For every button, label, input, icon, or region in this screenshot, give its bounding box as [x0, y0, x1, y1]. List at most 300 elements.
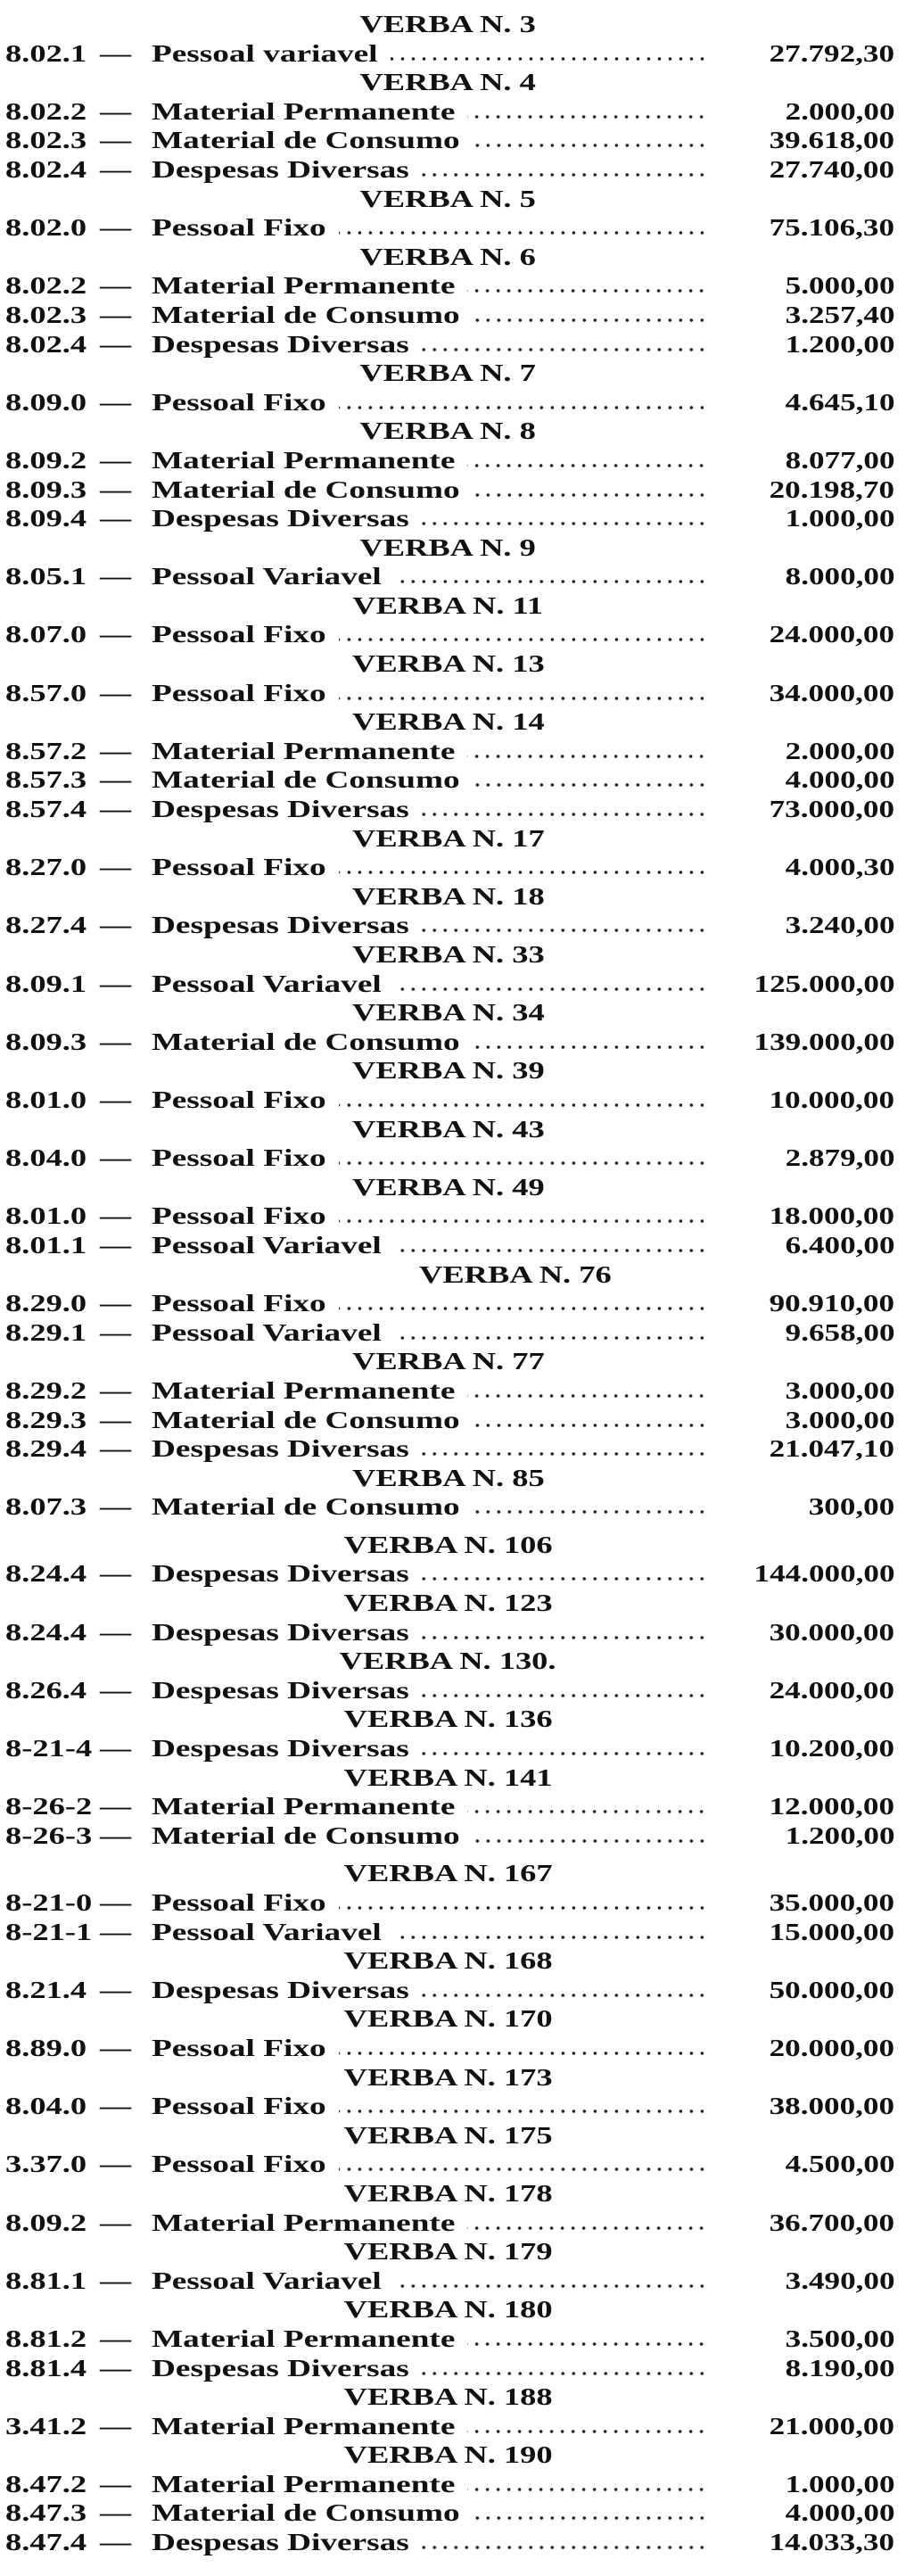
- dot-leader: [339, 1160, 707, 1166]
- item-code: 8.07.0: [5, 621, 87, 648]
- item-code: 8.02.0: [5, 214, 87, 242]
- item-code: 8.47.2: [5, 2470, 87, 2498]
- item-code: 8.57.2: [5, 737, 87, 764]
- verba-heading-text: VERBA N. 39: [351, 1057, 545, 1085]
- item-amount: 2.000,00: [785, 737, 894, 764]
- budget-line-item: [0, 475, 914, 504]
- item-dash: —: [100, 2266, 132, 2294]
- item-description: Material de Consumo: [152, 127, 460, 154]
- item-code: 8.09.2: [5, 2209, 87, 2236]
- verba-heading-row: [0, 2062, 914, 2092]
- verba-heading-text: VERBA N. 188: [343, 2383, 553, 2411]
- budget-line-item: [0, 2353, 914, 2382]
- verba-heading-text: VERBA N. 13: [351, 650, 545, 678]
- verba-heading-text: VERBA N. 6: [359, 243, 537, 270]
- verba-heading: [0, 69, 914, 95]
- verba-heading-text: VERBA N. 141: [343, 1763, 553, 1791]
- item-dash: —: [100, 1086, 132, 1113]
- budget-line-item: [0, 1433, 914, 1463]
- verba-heading: [0, 941, 914, 968]
- item-code: 8.09.2: [5, 446, 87, 474]
- item-code: 8.26.4: [5, 1676, 87, 1704]
- item-dash: —: [100, 854, 132, 881]
- budget-line-item: [0, 1917, 914, 1946]
- item-amount: 14.033,30: [769, 2529, 894, 2556]
- item-description: Despesas Diversas: [152, 1735, 409, 1763]
- item-description: Pessoal Fixo: [152, 1144, 326, 1172]
- item-code: 8.02.1: [5, 39, 87, 67]
- item-description: Material Permanente: [152, 2470, 456, 2498]
- item-dash: —: [100, 1231, 132, 1259]
- item-code: 8.02.3: [5, 127, 87, 154]
- budget-line-item: [0, 794, 914, 823]
- item-amount: 3.000,00: [785, 1406, 894, 1433]
- item-code: 8.02.2: [5, 97, 87, 125]
- dot-leader: [394, 2283, 707, 2289]
- item-amount: 4.000,00: [785, 766, 894, 794]
- verba-heading-row: [0, 242, 914, 271]
- dot-leader: [422, 1693, 707, 1698]
- item-description: Material de Consumo: [152, 2499, 460, 2527]
- verba-heading: [0, 1532, 914, 1558]
- verba-heading-row: [0, 2382, 914, 2411]
- item-code: 8.07.3: [5, 1493, 87, 1521]
- budget-line-item: [0, 1975, 914, 2004]
- budget-line-item: [0, 2149, 914, 2178]
- verba-heading: [0, 1764, 914, 1791]
- verba-heading: [0, 534, 914, 561]
- verba-heading-row: [0, 1055, 914, 1085]
- verba-heading-row: [0, 2178, 914, 2208]
- budget-line-item: [0, 503, 914, 533]
- verba-heading-text: VERBA N. 130.: [339, 1647, 557, 1675]
- item-description: Material Permanente: [152, 2209, 456, 2236]
- dot-leader: [467, 1809, 707, 1814]
- item-dash: —: [100, 796, 132, 823]
- item-description: Pessoal Fixo: [152, 1202, 326, 1230]
- item-description: Material Permanente: [152, 2412, 456, 2440]
- verba-heading-row: [0, 1646, 914, 1675]
- verba-heading-text: VERBA N. 43: [351, 1115, 545, 1143]
- budget-line-item: [0, 1317, 914, 1347]
- verba-heading-row: [0, 1704, 914, 1733]
- item-amount: 8.000,00: [785, 563, 894, 590]
- item-amount: 35.000,00: [769, 1889, 894, 1916]
- item-description: Material de Consumo: [152, 1493, 460, 1521]
- verba-heading-row: [0, 1346, 914, 1375]
- verba-heading-text: VERBA N. 123: [343, 1589, 553, 1617]
- item-code: 8.04.0: [5, 1144, 87, 1172]
- item-amount: 20.198,70: [769, 475, 894, 503]
- item-description: Material de Consumo: [152, 301, 460, 328]
- verba-heading-row: [0, 648, 914, 678]
- budget-line-item: [0, 678, 914, 707]
- item-dash: —: [100, 1976, 132, 2003]
- item-amount: 24.000,00: [769, 621, 894, 648]
- verba-heading: [0, 1261, 914, 1288]
- item-amount: 39.618,00: [769, 127, 894, 154]
- item-description: Pessoal Variavel: [152, 1918, 382, 1945]
- item-description: Despesas Diversas: [152, 1435, 409, 1463]
- item-description: Pessoal Fixo: [152, 621, 326, 648]
- item-dash: —: [100, 1793, 132, 1821]
- item-dash: —: [100, 2354, 132, 2382]
- dot-leader: [473, 1838, 707, 1844]
- verba-heading-text: VERBA N. 180: [343, 2296, 553, 2324]
- verba-heading: [0, 1860, 914, 1887]
- item-description: Despesas Diversas: [152, 912, 409, 939]
- verba-heading-text: VERBA N. 8: [359, 417, 537, 445]
- dot-leader: [394, 1935, 707, 1940]
- budget-line-item: [0, 1617, 914, 1647]
- verba-heading-text: VERBA N. 9: [359, 533, 537, 561]
- item-amount: 27.792,30: [769, 39, 894, 67]
- item-dash: —: [100, 1918, 132, 1945]
- item-description: Pessoal Variavel: [152, 563, 382, 590]
- verba-heading: [0, 417, 914, 444]
- item-code: 8.57.4: [5, 796, 87, 823]
- item-description: Material de Consumo: [152, 766, 460, 794]
- item-amount: 1.200,00: [785, 330, 894, 358]
- item-dash: —: [100, 2412, 132, 2440]
- item-dash: —: [100, 1290, 132, 1317]
- verba-heading-text: VERBA N. 3: [359, 11, 537, 37]
- item-amount: 1.200,00: [785, 1821, 894, 1849]
- verba-heading: [0, 2383, 914, 2410]
- verba-heading-text: VERBA N. 85: [351, 1464, 545, 1491]
- verba-heading-row: [0, 590, 914, 620]
- item-amount: 20.000,00: [769, 2034, 894, 2061]
- item-code: 8.47.4: [5, 2529, 87, 2556]
- item-dash: —: [100, 330, 132, 358]
- budget-line-item: [0, 1027, 914, 1056]
- budget-line-item: [0, 969, 914, 998]
- item-code: 8.01.0: [5, 1086, 87, 1113]
- item-dash: —: [100, 1406, 132, 1433]
- item-dash: —: [100, 1560, 132, 1588]
- budget-line-item: [0, 619, 914, 648]
- budget-line-item: [0, 1085, 914, 1114]
- verba-heading: [0, 1174, 914, 1201]
- item-description: Material Permanente: [152, 446, 456, 474]
- verba-heading: [0, 1057, 914, 1084]
- item-description: Pessoal Fixo: [152, 1889, 326, 1916]
- budget-line-item: [0, 1201, 914, 1230]
- verba-heading-row: [0, 2120, 914, 2150]
- budget-line-item: [0, 1791, 914, 1821]
- verba-heading: [0, 244, 914, 270]
- budget-line-item: [0, 561, 914, 590]
- dot-leader: [473, 1044, 707, 1050]
- budget-line-item: [0, 910, 914, 939]
- item-description: Despesas Diversas: [152, 2529, 409, 2556]
- item-dash: —: [100, 155, 132, 183]
- item-code: 3.37.0: [5, 2151, 87, 2178]
- verba-heading-row: [0, 939, 914, 969]
- item-amount: 9.658,00: [785, 1318, 894, 1346]
- item-amount: 5.000,00: [785, 272, 894, 300]
- item-description: Material Permanente: [152, 1376, 456, 1404]
- budget-line-item: [0, 387, 914, 417]
- verba-heading: [0, 1116, 914, 1143]
- verba-heading-text: VERBA N. 167: [343, 1860, 553, 1887]
- verba-heading: [0, 1465, 914, 1491]
- verba-heading: [0, 1947, 914, 1974]
- item-description: Pessoal Fixo: [152, 1290, 326, 1317]
- verba-heading: [0, 708, 914, 735]
- budget-line-item: [0, 2527, 914, 2556]
- budget-line-item: [0, 270, 914, 300]
- verba-heading-row: [0, 416, 914, 445]
- item-dash: —: [100, 1202, 132, 1230]
- budget-line-item: [0, 2469, 914, 2498]
- item-amount: 139.000,00: [753, 1028, 894, 1055]
- item-dash: —: [100, 446, 132, 474]
- verba-heading-text: VERBA N. 179: [343, 2238, 553, 2266]
- item-description: Pessoal Fixo: [152, 1086, 326, 1113]
- item-code: 8.09.4: [5, 505, 87, 533]
- item-code: 8.27.0: [5, 854, 87, 881]
- item-amount: 8.190,00: [785, 2354, 894, 2382]
- item-amount: 30.000,00: [769, 1618, 894, 1646]
- item-amount: 3.490,00: [785, 2266, 894, 2294]
- dot-leader: [339, 1306, 707, 1311]
- item-code: 8.89.0: [5, 2034, 87, 2061]
- budget-line-item: [0, 300, 914, 329]
- verba-heading: [0, 2296, 914, 2323]
- verba-heading-row: [0, 1172, 914, 1201]
- item-dash: —: [100, 1028, 132, 1055]
- dot-leader: [467, 2341, 707, 2347]
- verba-heading: [0, 11, 914, 37]
- item-description: Material de Consumo: [152, 1821, 460, 1849]
- item-description: Despesas Diversas: [152, 1560, 409, 1588]
- item-description: Pessoal Fixo: [152, 679, 326, 706]
- item-amount: 10.000,00: [769, 1086, 894, 1113]
- verba-heading-row: [0, 67, 914, 96]
- dot-leader: [473, 782, 707, 788]
- budget-line-item: [0, 736, 914, 765]
- budget-line-item: [0, 1288, 914, 1317]
- dot-leader: [473, 1509, 707, 1515]
- budget-line-item: [0, 2411, 914, 2440]
- item-amount: 1.000,00: [785, 505, 894, 533]
- verba-heading-row: [0, 184, 914, 213]
- budget-line-item: [0, 154, 914, 184]
- item-amount: 144.000,00: [753, 1560, 894, 1588]
- verba-heading: [0, 1589, 914, 1616]
- dot-leader: [467, 2225, 707, 2231]
- budget-line-item: [0, 1733, 914, 1763]
- item-dash: —: [100, 2529, 132, 2556]
- verba-heading-row: [0, 1763, 914, 1792]
- item-description: Pessoal Variavel: [152, 2266, 382, 2294]
- verba-heading-text: VERBA N. 136: [343, 1705, 553, 1733]
- budget-line-item: [0, 1405, 914, 1434]
- item-code: 8.09.3: [5, 1028, 87, 1055]
- budget-line-item: [0, 2091, 914, 2120]
- item-code: 8.57.3: [5, 766, 87, 794]
- item-dash: —: [100, 1376, 132, 1404]
- item-description: Despesas Diversas: [152, 1976, 409, 2003]
- dot-leader: [473, 492, 707, 498]
- verba-heading: [0, 186, 914, 212]
- item-dash: —: [100, 2470, 132, 2498]
- item-amount: 4.000,30: [785, 854, 894, 881]
- item-code: 8.02.4: [5, 155, 87, 183]
- item-amount: 3.240,00: [785, 912, 894, 939]
- verba-heading-row: [0, 1114, 914, 1144]
- item-description: Pessoal variavel: [152, 39, 378, 67]
- item-dash: —: [100, 1676, 132, 1704]
- dot-leader: [339, 405, 707, 410]
- item-amount: 34.000,00: [769, 679, 894, 706]
- verba-heading-text: VERBA N. 178: [343, 2179, 553, 2207]
- item-dash: —: [100, 679, 132, 706]
- verba-heading-row: [0, 1858, 914, 1887]
- item-code: 8.09.3: [5, 475, 87, 503]
- dot-leader: [339, 1218, 707, 1224]
- dot-leader: [422, 2545, 707, 2550]
- verba-heading-row: [0, 1588, 914, 1617]
- verba-heading-text: VERBA N. 106: [343, 1531, 553, 1558]
- item-code: 8.47.3: [5, 2499, 87, 2527]
- budget-line-item: [0, 2033, 914, 2062]
- item-dash: —: [100, 272, 132, 300]
- item-amount: 18.000,00: [769, 1202, 894, 1230]
- verba-heading: [0, 2441, 914, 2468]
- item-code: 8-21-1: [5, 1918, 93, 1945]
- item-description: Material de Consumo: [152, 1028, 460, 1055]
- item-code: 8-21-0: [5, 1889, 93, 1916]
- item-code: 8.29.0: [5, 1290, 87, 1317]
- verba-heading-text: VERBA N. 77: [351, 1348, 545, 1375]
- item-dash: —: [100, 1821, 132, 1849]
- verba-heading-text: VERBA N. 34: [351, 999, 545, 1027]
- dot-leader: [422, 1635, 707, 1640]
- dot-leader: [473, 2515, 707, 2521]
- verba-heading: [0, 883, 914, 910]
- item-amount: 4.500,00: [785, 2151, 894, 2178]
- dot-leader: [339, 2051, 707, 2056]
- item-amount: 3.000,00: [785, 1376, 894, 1404]
- item-amount: 38.000,00: [769, 2093, 894, 2120]
- item-description: Pessoal Variavel: [152, 1231, 382, 1259]
- verba-heading-row: [0, 2236, 914, 2266]
- dot-leader: [473, 318, 707, 323]
- budget-line-item: [0, 1821, 914, 1850]
- budget-line-item: [0, 1675, 914, 1705]
- budget-line-item: [0, 1143, 914, 1172]
- item-amount: 90.910,00: [769, 1290, 894, 1317]
- item-amount: 2.000,00: [785, 97, 894, 125]
- item-code: 8.09.0: [5, 388, 87, 416]
- verba-heading-row: [0, 2294, 914, 2324]
- dot-leader: [422, 521, 707, 526]
- dot-leader: [473, 143, 707, 148]
- item-dash: —: [100, 563, 132, 590]
- item-code: 8.29.1: [5, 1318, 87, 1346]
- item-dash: —: [100, 2151, 132, 2178]
- item-description: Despesas Diversas: [152, 155, 409, 183]
- budget-line-item: [0, 1230, 914, 1259]
- item-amount: 8.077,00: [785, 446, 894, 474]
- dot-leader: [467, 2487, 707, 2492]
- item-dash: —: [100, 1735, 132, 1763]
- verba-heading: [0, 2064, 914, 2091]
- item-amount: 300,00: [808, 1493, 894, 1521]
- item-code: 8.05.1: [5, 563, 87, 590]
- item-description: Despesas Diversas: [152, 796, 409, 823]
- budget-line-item: [0, 1558, 914, 1588]
- item-description: Material de Consumo: [152, 1406, 460, 1433]
- verba-heading: [0, 2122, 914, 2149]
- item-amount: 27.740,00: [769, 155, 894, 183]
- item-description: Pessoal Fixo: [152, 2034, 326, 2061]
- dot-leader: [467, 114, 707, 120]
- verba-heading: [0, 650, 914, 677]
- dot-leader: [394, 1248, 707, 1253]
- dot-leader: [339, 2167, 707, 2172]
- verba-heading-text: VERBA N. 11: [352, 591, 544, 619]
- dot-leader: [422, 1751, 707, 1756]
- item-amount: 10.200,00: [769, 1735, 894, 1763]
- item-description: Material Permanente: [152, 737, 456, 764]
- verba-heading-row: [0, 706, 914, 736]
- verba-heading-row: [0, 997, 914, 1027]
- verba-heading-row: [0, 1259, 914, 1289]
- dot-leader: [339, 2109, 707, 2114]
- item-amount: 73.000,00: [769, 796, 894, 823]
- dot-leader: [422, 1993, 707, 1998]
- item-amount: 6.400,00: [785, 1231, 894, 1259]
- item-dash: —: [100, 621, 132, 648]
- dot-leader: [339, 1905, 707, 1911]
- item-code: 8.27.4: [5, 912, 87, 939]
- verba-heading-text: VERBA N. 5: [359, 185, 537, 212]
- item-description: Despesas Diversas: [152, 1676, 409, 1704]
- verba-heading-row: [0, 2440, 914, 2469]
- verba-heading: [0, 2238, 914, 2265]
- item-code: 8-21-4: [5, 1735, 93, 1763]
- item-amount: 12.000,00: [769, 1793, 894, 1821]
- verba-heading-text: VERBA N. 190: [343, 2441, 553, 2469]
- item-dash: —: [100, 1618, 132, 1646]
- item-code: 8.81.4: [5, 2354, 87, 2382]
- verba-heading-row: [0, 9, 914, 38]
- budget-line-item: [0, 96, 914, 126]
- item-code: 8-26-3: [5, 1821, 93, 1849]
- dot-leader: [339, 637, 707, 642]
- verba-heading: [0, 359, 914, 386]
- dot-leader: [394, 579, 707, 584]
- verba-heading-row: [0, 1945, 914, 1975]
- item-dash: —: [100, 214, 132, 242]
- item-amount: 3.500,00: [785, 2324, 894, 2352]
- item-amount: 4.000,00: [785, 2499, 894, 2527]
- budget-line-item: [0, 2266, 914, 2295]
- item-amount: 2.879,00: [785, 1144, 894, 1172]
- verba-heading-text: VERBA N. 170: [343, 2005, 553, 2033]
- item-amount: 15.000,00: [769, 1918, 894, 1945]
- budget-line-item: [0, 2208, 914, 2237]
- verba-heading: [0, 999, 914, 1026]
- item-dash: —: [100, 2093, 132, 2120]
- item-description: Pessoal Fixo: [152, 854, 326, 881]
- item-amount: 21.000,00: [769, 2412, 894, 2440]
- verba-heading-text: VERBA N. 168: [343, 1947, 553, 1975]
- dot-leader: [422, 347, 707, 352]
